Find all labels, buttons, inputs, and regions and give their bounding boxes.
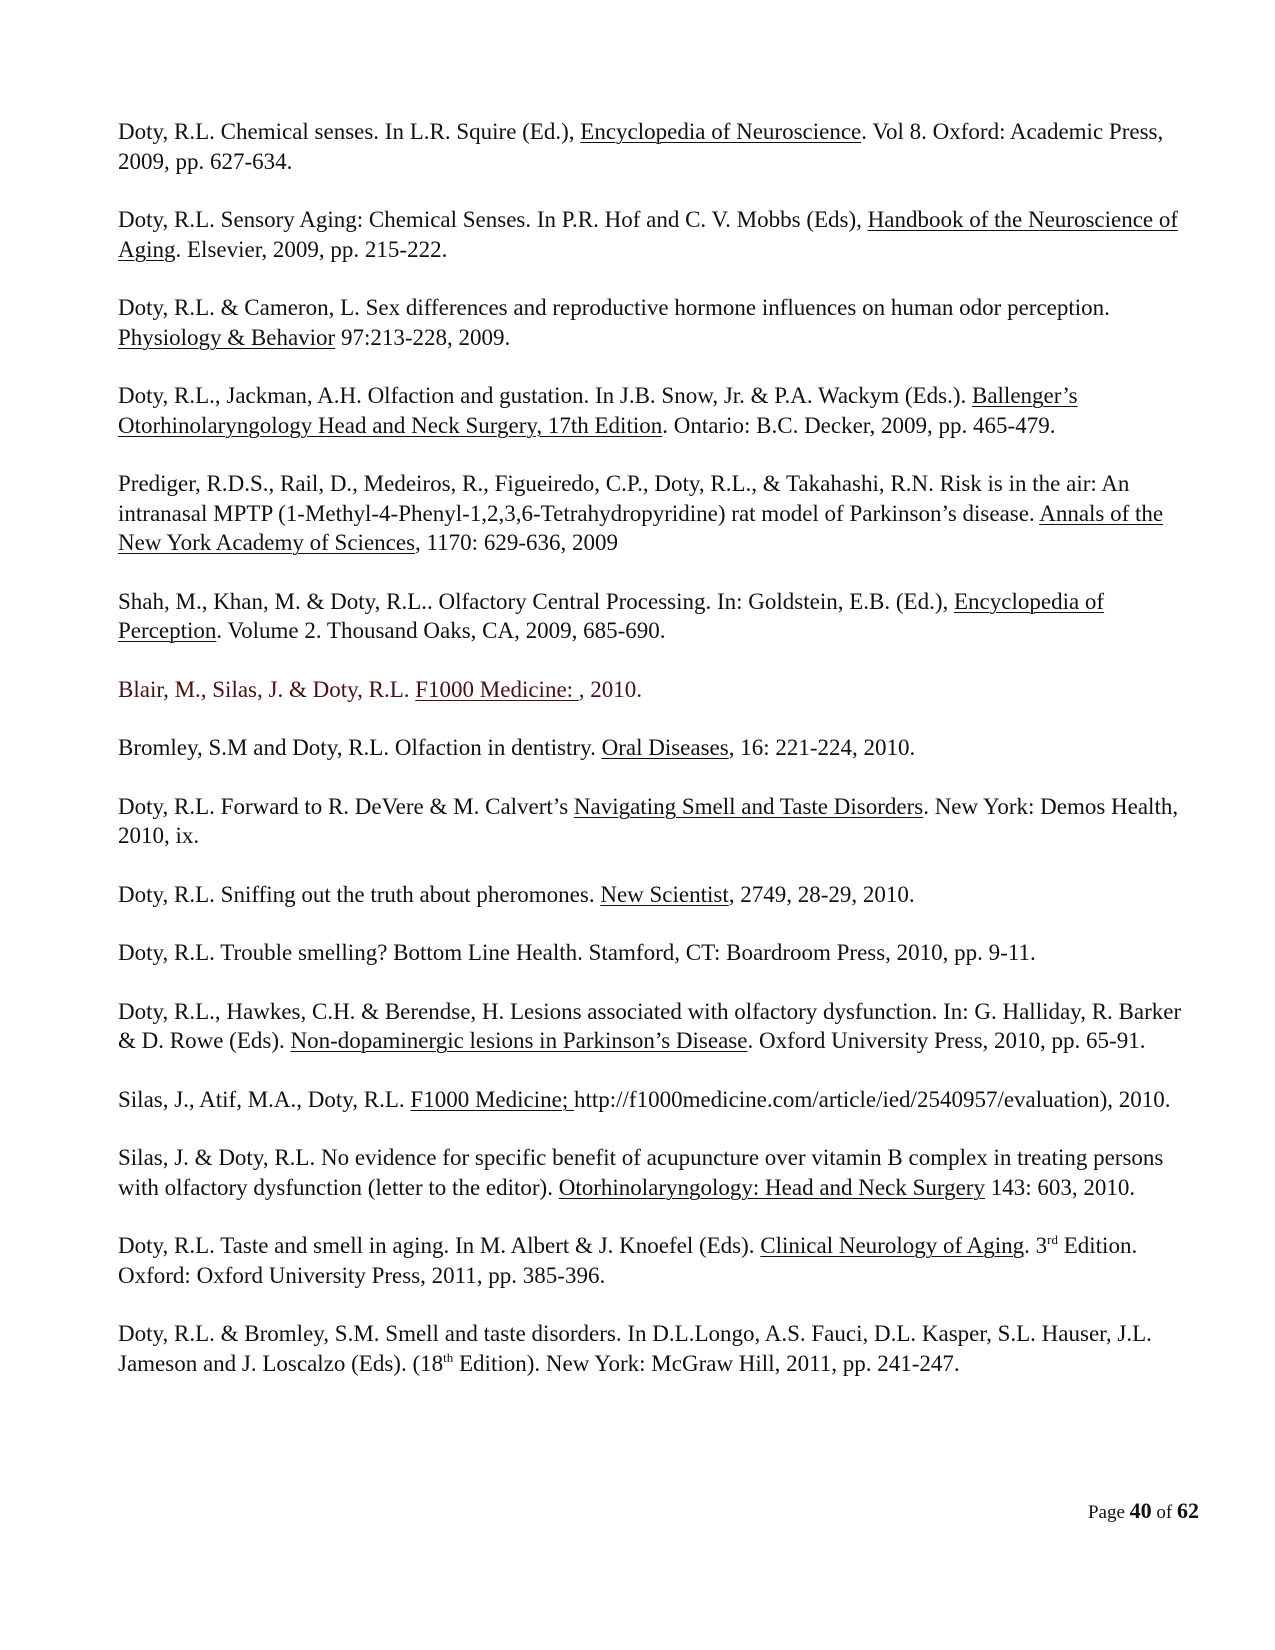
reference-text: , 2749, 28-29, 2010.: [728, 881, 915, 907]
reference-entry: [118, 293, 1198, 352]
publication-title: F1000 Medicine:: [415, 676, 579, 702]
page-footer: [1088, 1498, 1199, 1524]
publication-title: Encyclopedia of Perception: [118, 588, 1105, 643]
reference-text: Silas, J., Atif, M.A., Doty, R.L.: [118, 1086, 411, 1112]
reference-text: Doty, R.L., Jackman, A.H. Olfaction and gustation. In J.B. Snow, Jr. & P.A. Wackym (Eds.).: [118, 383, 972, 408]
publication-title: Physiology & Behavior: [118, 324, 336, 350]
page-label: Page: [1087, 1502, 1130, 1523]
reference-entry: [118, 1143, 1198, 1202]
reference-text: Doty, R.L. & Bromley, S.M. Smell and taste disorders. In D.L.Longo, A.S. Fauci, D.L. Kasper, S.L. Hauser, J.L. Jameson and J. Loscalzo (Eds). (18: [118, 1321, 1152, 1376]
reference-text: Doty, R.L. & Cameron, L. Sex differences and reproductive hormone influences on human odor perception.: [118, 295, 1110, 320]
reference-text: Bromley, S.M and Doty, R.L. Olfaction in dentistry.: [118, 735, 602, 760]
reference-text: Doty, R.L. Taste and smell in aging. In M. Albert & J. Knoefel (Eds).: [118, 1233, 761, 1258]
reference-entry: [118, 117, 1198, 176]
of-label: of: [1151, 1502, 1177, 1523]
publication-title: New Scientist: [600, 881, 729, 907]
publication-title: F1000 Medicine;: [410, 1086, 574, 1112]
reference-text: . Ontario: B.C. Decker, 2009, pp. 465-479.: [662, 412, 1056, 438]
reference-text: http://f1000medicine.com/article/ied/2540957/evaluation), 2010.: [573, 1086, 1171, 1112]
reference-text: . Oxford University Press, 2010, pp. 65-91.: [747, 1028, 1146, 1053]
reference-text: Edition. Oxford: Oxford University Press, 2011, pp. 385-396.: [118, 1233, 1138, 1288]
reference-entry: [118, 997, 1198, 1056]
reference-entry: [118, 587, 1198, 646]
reference-entry: [118, 733, 1198, 763]
superscript: th: [443, 1349, 454, 1365]
page-number: 40: [1129, 1498, 1152, 1523]
total-pages: 62: [1177, 1498, 1199, 1523]
publication-title: Non-dopaminergic lesions in Parkinson’s Disease: [290, 1028, 748, 1053]
reference-entry: [118, 469, 1198, 558]
reference-entry: [118, 1319, 1198, 1378]
publication-title: Navigating Smell and Taste Disorders: [573, 793, 924, 819]
reference-entry: [118, 675, 1198, 705]
reference-text: Doty, R.L. Forward to R. DeVere & M. Calvert’s: [118, 793, 574, 819]
reference-text: Doty, R.L. Chemical senses. In L.R. Squire (Ed.),: [118, 119, 581, 144]
publication-title: Oral Diseases: [601, 735, 729, 760]
reference-text: , 2010.: [578, 676, 643, 702]
reference-entry: [118, 938, 1198, 968]
reference-text: Edition). New York: McGraw Hill, 2011, pp. 241-247.: [453, 1350, 960, 1376]
reference-entry: [118, 1231, 1198, 1290]
reference-text: Blair, M., Silas, J. & Doty, R.L.: [118, 676, 416, 702]
publication-title: Otorhinolaryngology: Head and Neck Surgery: [558, 1174, 985, 1200]
reference-text: , 1170: 629-636, 2009: [415, 530, 618, 555]
reference-text: Shah, M., Khan, M. & Doty, R.L.. Olfactory Central Processing. In: Goldstein, E.B. (Ed.),: [118, 588, 954, 614]
reference-text: , 16: 221-224, 2010.: [728, 735, 916, 760]
reference-entry: [118, 205, 1198, 264]
reference-text: Prediger, R.D.S., Rail, D., Medeiros, R., Figueiredo, C.P., Doty, R.L., & Takahashi, R.N. Risk is in the air: An intranasal MPTP (1-Methyl-4-Phenyl-1,2,3,6-Tetrahydropyridine) rat model of Parkinson’s disease.: [118, 471, 1130, 526]
reference-text: Doty, R.L., Hawkes, C.H. & Berendse, H. Lesions associated with olfactory dysfunction. In: G. Halliday, R. Barker & D. Rowe (Eds).: [118, 998, 1182, 1053]
reference-entry: [118, 880, 1198, 910]
publication-title: Encyclopedia of Neuroscience: [580, 119, 862, 144]
publication-title: Handbook of the Neuroscience of Aging: [118, 207, 1179, 262]
reference-entry: [118, 381, 1198, 440]
reference-text: 97:213-228, 2009.: [335, 324, 511, 350]
reference-text: . 3: [1024, 1233, 1048, 1258]
reference-text: Doty, R.L. Sniffing out the truth about pheromones.: [118, 881, 601, 907]
reference-text: 143: 603, 2010.: [984, 1174, 1136, 1200]
reference-text: Silas, J. & Doty, R.L. No evidence for specific benefit of acupuncture over vitamin B complex in treating persons with olfactory dysfunction (letter to the editor).: [118, 1145, 1164, 1200]
reference-text: . Volume 2. Thousand Oaks, CA, 2009, 685-690.: [216, 618, 666, 643]
publication-title: Clinical Neurology of Aging: [760, 1233, 1025, 1258]
reference-text: . New York: Demos Health, 2010, ix.: [118, 793, 1179, 848]
reference-text: . Vol 8. Oxford: Academic Press, 2009, pp. 627-634.: [118, 119, 1164, 174]
publication-title: Annals of the New York Academy of Sciences: [118, 500, 1164, 555]
superscript: rd: [1047, 1232, 1058, 1247]
reference-entry: [118, 792, 1198, 851]
reference-text: . Elsevier, 2009, pp. 215-222.: [175, 236, 448, 262]
reference-entry: [118, 1085, 1198, 1115]
publication-title: Ballenger’s Otorhinolaryngology Head and Neck Surgery, 17th Edition: [118, 383, 1078, 438]
reference-list: [118, 117, 1198, 1407]
reference-text: Doty, R.L. Trouble smelling? Bottom Line Health. Stamford, CT: Boardroom Press, 2010, pp. 9-11.: [118, 940, 1036, 965]
reference-text: Doty, R.L. Sensory Aging: Chemical Senses. In P.R. Hof and C. V. Mobbs (Eds),: [118, 207, 868, 232]
